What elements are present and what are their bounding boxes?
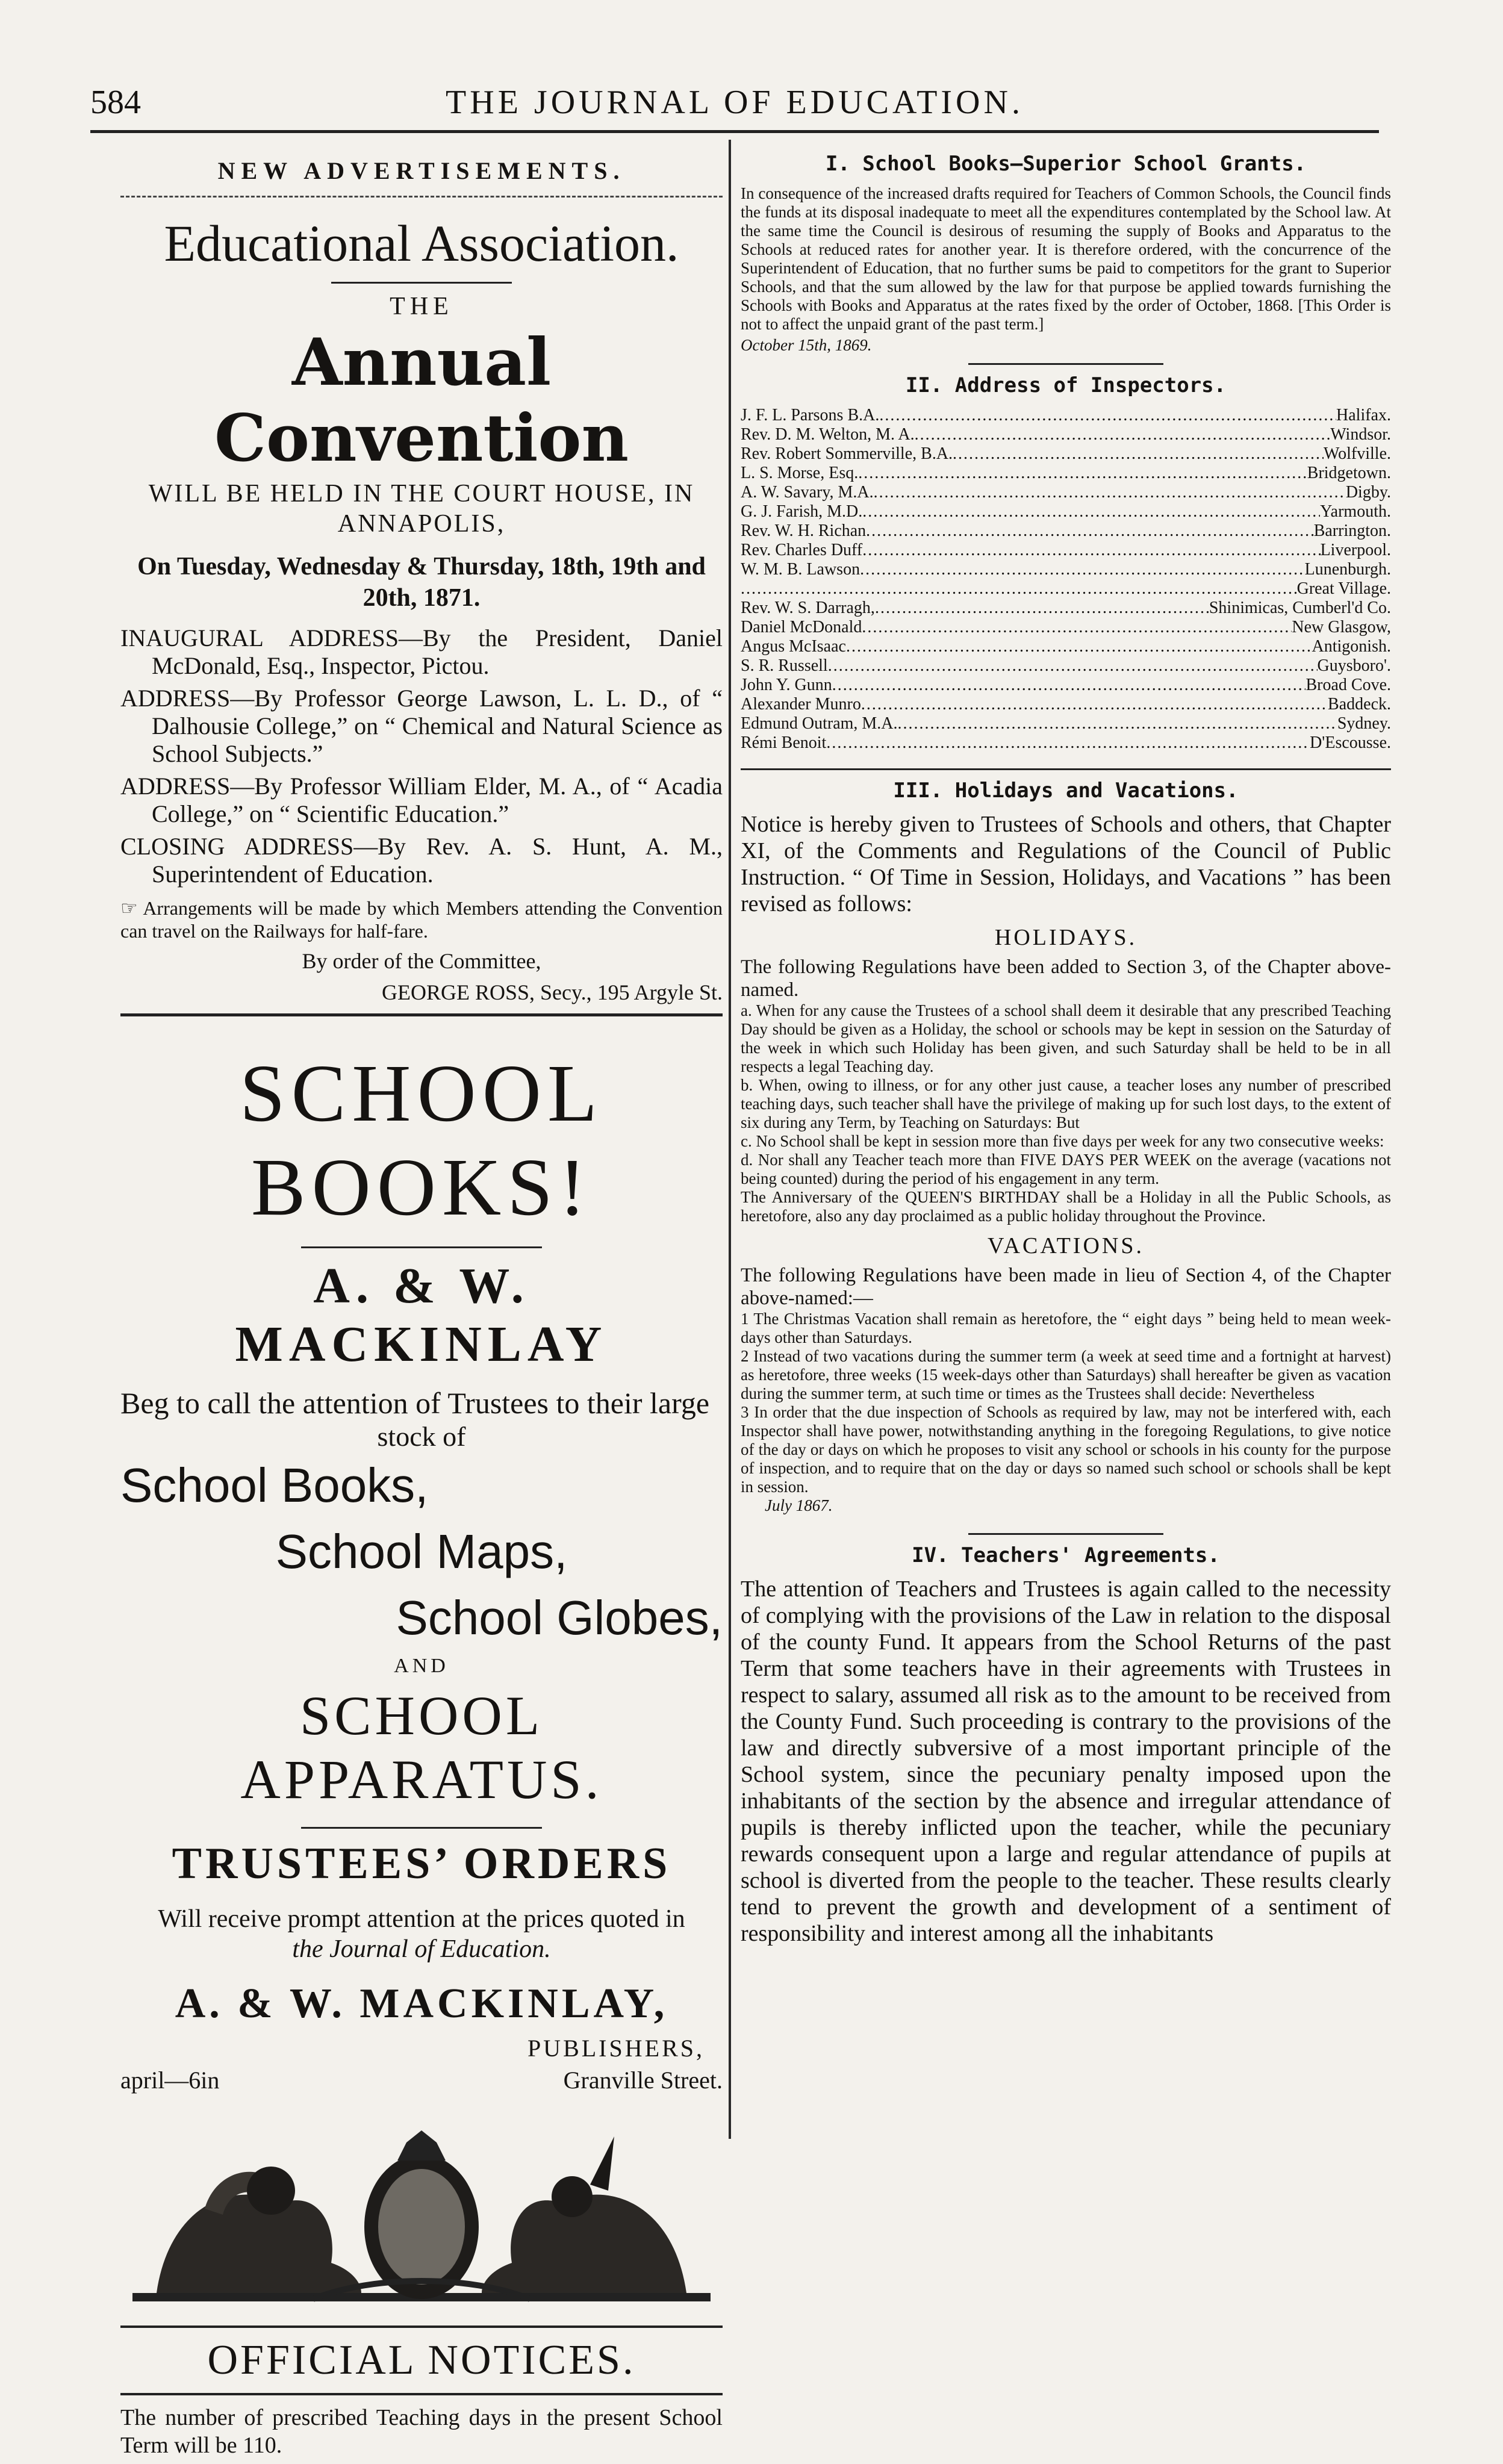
running-title: THE JOURNAL OF EDUCATION.: [446, 84, 1024, 121]
publisher-row: [120, 2066, 723, 2094]
holiday-rule-d: d. Nor shall any Teacher teach more than FIVE DAYS PER WEEK on the average (vacations not being counted) during the period of his engagement in any term.: [741, 1151, 1391, 1187]
inspector-row: John Y. Gunn ..... Broad Cove.: [741, 676, 1391, 695]
address-item-1: INAUGURAL ADDRESS—By the President, Daniel McDonald, Esq., Inspector, Pictou.: [120, 624, 723, 679]
and-label: AND: [394, 1655, 449, 1677]
section-4-heading: IV. Teachers' Agreements.: [912, 1543, 1220, 1567]
header-rule: [90, 130, 1379, 133]
annual-convention-title: Annual Convention: [214, 325, 629, 476]
inspector-row: Rev. W. H. Richan ..... Barrington.: [741, 521, 1391, 541]
inspector-row: Rev. Charles Duff ..... Liverpool.: [741, 541, 1391, 560]
section-4-body: The attention of Teachers and Trustees is again called to the necessity of complying with the provisions of the Law in relation to the disposal of the county Fund. It appears from the School Returns of the past Term that some teachers have in their agreements with Trustees in respect to salary, assumed all risk as to the amount to be received from the County Fund. Such proceeding is contrary to the provisions of the law and directly subversive of a most important principle of the School system, since the pecuniary penalty imposed upon the inhabitants of the section by the absence and irregular attendance of pupils is thereby inflicted upon the teacher, while the pecuniary rewards consequent upon a large and regular attendance of pupils at school is diverted from the people to the teacher. These results clearly tend to prevent the growth and development of a sentiment of responsibility and interest among all the inhabitants: [741, 1576, 1391, 1946]
section-rule: [741, 768, 1391, 770]
rule-below-official: [120, 2393, 723, 2395]
inspector-row: S. R. Russell ..... Guysboro'.: [741, 656, 1391, 676]
inspector-row: Rémi Benoit ..... D'Escousse.: [741, 733, 1391, 753]
vacations-heading: VACATIONS.: [988, 1233, 1144, 1258]
short-rule: [301, 1246, 542, 1248]
inspector-row: Daniel McDonald ..... New Glasgow,: [741, 618, 1391, 637]
inspector-row: Rev. W. S. Darragh, ..... Shinimicas, Cumberl'd Co.: [741, 599, 1391, 618]
granville-street: Granville Street.: [563, 2067, 723, 2094]
section-1-date: October 15th, 1869.: [741, 336, 872, 354]
queens-birthday-rule: The Anniversary of the QUEEN'S BIRTHDAY shall be a Holiday in all the Public Schools, as heretofore, also any day proclaimed as a public holiday throughout the Province.: [741, 1188, 1391, 1225]
inspector-row: J. F. L. Parsons B.A. ..... Halifax.: [741, 406, 1391, 425]
official-notices-heading: OFFICIAL NOTICES.: [207, 2337, 636, 2383]
inspectors-list: [741, 406, 1391, 753]
short-rule: [968, 1533, 1163, 1535]
page-number: 584: [90, 84, 141, 121]
section-2-heading: II. Address of Inspectors.: [905, 373, 1227, 397]
inspector-row: Rev. D. M. Welton, M. A. ..... Windsor.: [741, 425, 1391, 444]
dashed-rule: [120, 196, 723, 198]
convention-dates: On Tuesday, Wednesday & Thursday, 18th, 19th and 20th, 1871.: [137, 553, 706, 612]
the-label: THE: [390, 293, 453, 320]
address-item-2: ADDRESS—By Professor George Lawson, L. L. D., of “ Dalhousie College,” on “ Chemical and Natural Science as School Subjects.”: [120, 685, 723, 767]
holiday-rule-a: a. When for any cause the Trustees of a school shall deem it desirable that any prescribed Teaching Day should be given as a Holiday, the school or schools may be kept in session on the Saturday of the week in which such Holiday has been given, and such Saturday shall be held to be in all respects a legal Teaching day.: [741, 1001, 1391, 1075]
venue-line: WILL BE HELD IN THE COURT HOUSE, IN ANNAPOLIS,: [148, 480, 695, 538]
by-order-line: By order of the Committee,: [302, 949, 541, 973]
inspector-row: W. M. B. Lawson ..... Lunenburgh.: [741, 560, 1391, 579]
inspector-row: Angus McIsaac ..... Antigonish.: [741, 637, 1391, 656]
item-school-books: School Books,: [120, 1458, 429, 1512]
section-1-body: In consequence of the increased drafts required for Teachers of Common Schools, the Council finds the funds at its disposal inadequate to meet all the expenditures contemplated by the School law. At the same time the Council is desirous of resuming the supply of Books and Apparatus to the Schools at reduced rates for another year. It is therefore ordered, with the concurrence of the Superintendent of Education, that no further sums be paid to competitors for the grant to Superior Schools, and that the sum allowed by the law for that purpose be applied towards furnishing the Schools with Books and Apparatus at the rates fixed by the order of October, 1868. [This Order is not to affect the unpaid grant of the past term.]: [741, 184, 1391, 333]
short-rule: [331, 282, 512, 284]
address-item-3: ADDRESS—By Professor William Elder, M. A., of “ Acadia College,” on “ Scientific Education.”: [120, 773, 723, 827]
inspector-row: A. W. Savary, M.A. ..... Digby.: [741, 483, 1391, 502]
trustees-orders-headline: TRUSTEES’ ORDERS: [172, 1839, 671, 1888]
mackinlay-name: A. & W. MACKINLAY: [235, 1258, 608, 1372]
holidays-heading: HOLIDAYS.: [994, 925, 1137, 950]
inspector-row: Edmund Outram, M.A. ..... Sydney.: [741, 714, 1391, 733]
secretary-signature: GEORGE ROSS, Secy., 195 Argyle St.: [381, 980, 723, 1004]
inspector-row: G. J. Farish, M.D. ..... Yarmouth.: [741, 502, 1391, 521]
section-3-intro: Notice is hereby given to Trustees of Schools and others, that Chapter XI, of the Comments and Regulations of the Council of Public Instruction. “ Of Time in Session, Holidays, and Vacations ” has been revised as follows:: [741, 812, 1391, 916]
vacation-rule-1: 1 The Christmas Vacation shall remain as heretofore, the “ eight days ” being held to mean week-days other than Saturdays.: [741, 1310, 1391, 1346]
vacation-rule-3: 3 In order that the due inspection of Schools as required by law, may not be interfered with, each Inspector shall have power, notwithstanding anything in the foregoing Regulations, to give notice of the day or days on which he proposes to visit any school or schools in his county for the purpose of inspection, and to require that on the day or days so named such school or schools shall be kept in session.: [741, 1403, 1391, 1496]
item-school-maps: School Maps,: [275, 1525, 568, 1578]
section-3-heading: III. Holidays and Vacations.: [893, 779, 1239, 803]
vacations-date: July 1867.: [765, 1496, 833, 1514]
holiday-rule-c: c. No School shall be kept in session more than five days per week for any two consecutive weeks:: [741, 1132, 1384, 1150]
section-1-heading: I. School Books—Superior School Grants.: [825, 152, 1307, 176]
short-rule: [301, 1827, 542, 1829]
school-apparatus-headline: SCHOOL APPARATUS.: [240, 1685, 603, 1810]
inspector-row: ..... Great Village.: [741, 579, 1391, 599]
holidays-intro: The following Regulations have been added to Section 3, of the Chapter above-named.: [741, 956, 1391, 1001]
april-note: april—6in: [120, 2067, 220, 2094]
beg-line: Beg to call the attention of Trustees to their large: [120, 1386, 710, 1420]
vacation-rule-2: 2 Instead of two vacations during the summer term (a week at seed time and a fortnight at harvest) as heretofore, three weeks (15 week-days other than Saturdays) shall hereafter be given as vacation during the summer term, at such time or times as the Trustees shall decide: Nevertheless: [741, 1347, 1391, 1402]
left-column: [120, 145, 723, 2464]
short-rule: [968, 363, 1163, 365]
vacations-intro: The following Regulations have been made in lieu of Section 4, of the Chapter above-named:—: [741, 1265, 1391, 1309]
item-school-globes: School Globes,: [396, 1591, 723, 1644]
school-books-headline: SCHOOL BOOKS!: [239, 1048, 604, 1233]
right-column: [741, 145, 1391, 1947]
section-rule: [120, 1013, 723, 1016]
page-header: [90, 78, 1379, 132]
address-item-4: CLOSING ADDRESS—By Rev. A. S. Hunt, A. M., Superintendent of Education.: [120, 833, 723, 888]
inspector-row: L. S. Morse, Esq. ..... Bridgetown.: [741, 464, 1391, 483]
mackinlay-signature: A. & W. MACKINLAY,: [175, 1980, 668, 2027]
inspector-row: Rev. Robert Sommerville, B.A. ..... Wolfville.: [741, 444, 1391, 464]
royal-coat-of-arms-image: [132, 2118, 711, 2317]
educational-association-title: Educational Association.: [164, 214, 679, 272]
column-divider: [729, 140, 731, 2139]
stock-of-line: stock of: [377, 1421, 466, 1452]
inspector-row: Alexander Munro ..... Baddeck.: [741, 695, 1391, 714]
will-receive-line-1: Will receive prompt attention at the prices quoted in: [158, 1905, 685, 1933]
will-receive-line-2: the Journal of Education.: [292, 1935, 551, 1963]
railway-arrangements: ☞ Arrangements will be made by which Members attending the Convention can travel on the Railways for half-fare.: [120, 897, 723, 942]
holiday-rule-b: b. When, owing to illness, or for any other just cause, a teacher loses any number of prescribed teaching days, such teacher shall have the privilege of making up for such lost days, to the extent of six during any Term, by Teaching on Saturdays: But: [741, 1076, 1391, 1131]
new-advertisements-heading: NEW ADVERTISEMENTS.: [217, 157, 626, 184]
teaching-days-notice: The number of prescribed Teaching days in the present School Term will be 110.: [120, 2405, 723, 2458]
publishers-label: PUBLISHERS,: [527, 2035, 705, 2062]
rule-above-official: [120, 2326, 723, 2328]
